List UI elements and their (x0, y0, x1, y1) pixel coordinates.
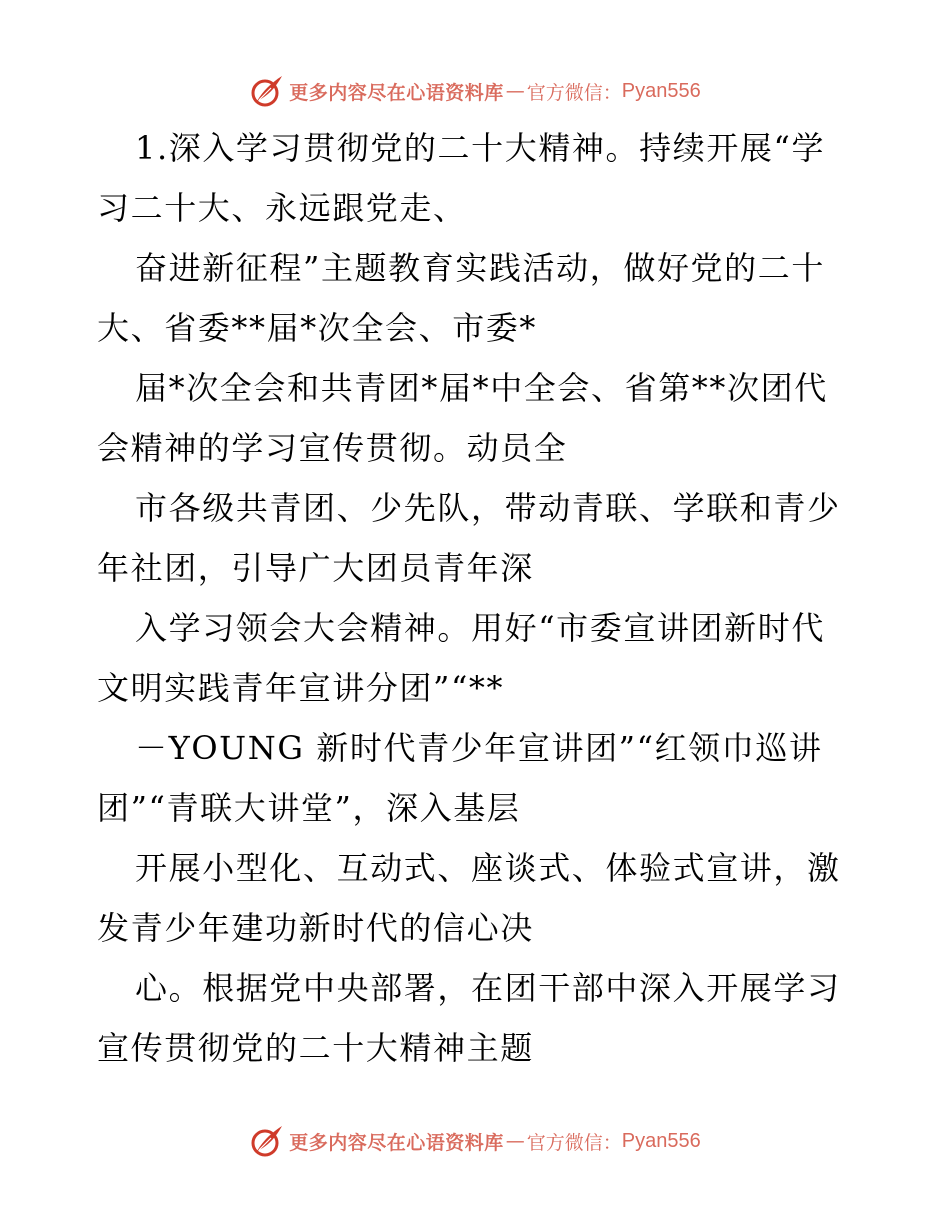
text-line: 入学习领会大会精神。用好“市委宣讲团新时代 (135, 609, 825, 647)
watermark-wechat-id: Pyan556 (621, 79, 701, 102)
quill-logo-icon (249, 1123, 285, 1159)
text-line: 市各级共青团、少先队，带动青联、学联和青少 (135, 489, 841, 527)
header-watermark (0, 71, 950, 111)
text-line: 团”“青联大讲堂”，深入基层 (97, 789, 521, 827)
text-line: 1.深入学习贯彻党的二十大精神。持续开展“学 (135, 129, 826, 167)
footer-watermark (0, 1121, 950, 1161)
text-line: 大、省委**届*次全会、市委* (97, 309, 538, 347)
text-line: 文明实践青年宣讲分团”“** (97, 669, 505, 707)
watermark-brand: 更多内容尽在心语资料库 (289, 81, 504, 104)
text-line: 年社团，引导广大团员青年深 (97, 549, 534, 587)
watermark-wechat-id: Pyan556 (621, 1129, 701, 1152)
text-line: 奋进新征程”主题教育实践活动，做好党的二十 (135, 249, 825, 287)
text-line: 发青少年建功新时代的信心决 (97, 909, 534, 947)
quill-logo-icon (249, 73, 285, 109)
watermark-separator: — (505, 80, 525, 102)
watermark-brand: 更多内容尽在心语资料库 (289, 1131, 504, 1154)
text-line: 开展小型化、互动式、座谈式、体验式宣讲，激 (135, 849, 841, 887)
text-line: －YOUNG 新时代青少年宣讲团”“红领巾巡讲 (135, 729, 823, 767)
document-body (97, 118, 857, 1078)
text-line: 宣传贯彻党的二十大精神主题 (97, 1029, 534, 1067)
text-line: 届*次全会和共青团*届*中全会、省第**次团代 (135, 369, 828, 407)
watermark-contact-label: 官方微信： (526, 1131, 622, 1154)
text-line: 心。根据党中央部署，在团干部中深入开展学习 (135, 969, 841, 1007)
text-line: 会精神的学习宣传贯彻。动员全 (97, 429, 568, 467)
watermark-contact-label: 官方微信： (526, 81, 622, 104)
watermark-separator: — (505, 1130, 525, 1152)
text-line: 习二十大、永远跟党走、 (97, 189, 467, 227)
